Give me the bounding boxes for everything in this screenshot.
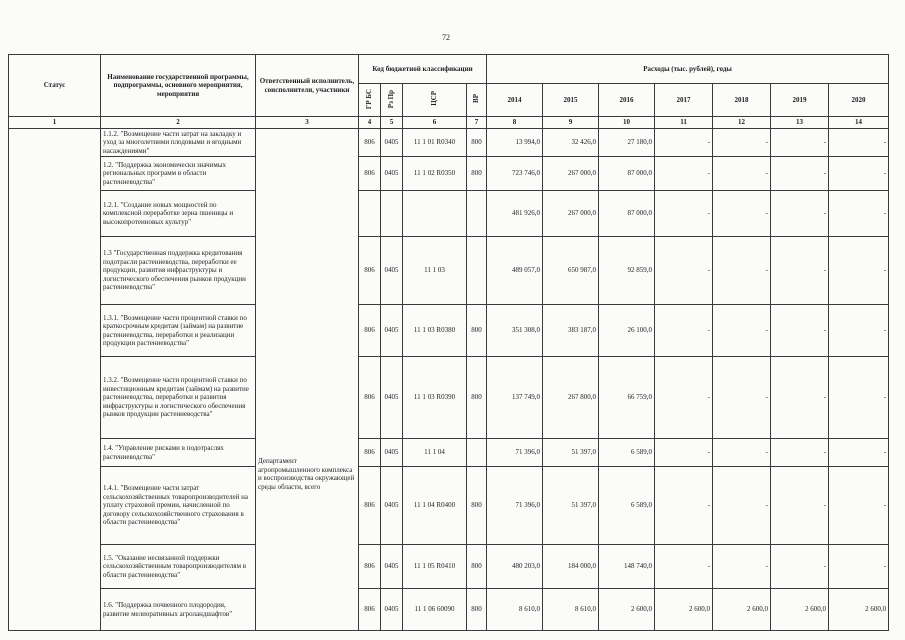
responsible-cell bbox=[256, 128, 359, 631]
cell-grbs: 806 bbox=[359, 467, 381, 545]
cell-csr: 11 1 05 R0410 bbox=[403, 545, 467, 589]
column-number: 13 bbox=[771, 117, 829, 129]
cell-grbs: 806 bbox=[359, 157, 381, 191]
column-number: 7 bbox=[467, 117, 487, 129]
row-name: 1.3.2. "Возмещение части процентной ставки по инвестиционным кредитам (займам) на развитие растениеводства, переработки и развития инфраструктуры и логистического обеспечения рынков продукции растениеводства" bbox=[101, 357, 256, 439]
table-row bbox=[9, 589, 889, 631]
cell-rzpr: 0405 bbox=[381, 467, 403, 545]
cell-vr: 800 bbox=[467, 157, 487, 191]
header-year-2020: 2020 bbox=[829, 84, 889, 117]
responsible-text: Департамент агропромышленного комплекса и воспроизводства окружающей среды области, всего bbox=[258, 457, 355, 491]
cell-2015: 267 000,0 bbox=[543, 191, 599, 237]
cell-2016: 26 100,0 bbox=[599, 305, 655, 357]
column-number: 12 bbox=[713, 117, 771, 129]
cell-2015: 267 000,0 bbox=[543, 157, 599, 191]
cell-2014: 351 308,0 bbox=[487, 305, 543, 357]
column-number: 9 bbox=[543, 117, 599, 129]
cell-grbs: 806 bbox=[359, 357, 381, 439]
cell-rzpr: 0405 bbox=[381, 157, 403, 191]
cell-2014: 71 396,0 bbox=[487, 439, 543, 467]
cell-2018: - bbox=[713, 157, 771, 191]
cell-2018: - bbox=[713, 545, 771, 589]
cell-2018: - bbox=[713, 357, 771, 439]
cell-2020: - bbox=[829, 157, 889, 191]
cell-2016: 6 589,0 bbox=[599, 439, 655, 467]
header-year-2014: 2014 bbox=[487, 84, 543, 117]
cell-2019: 2 600,0 bbox=[771, 589, 829, 631]
cell-vr: 800 bbox=[467, 128, 487, 157]
cell-2016: 66 759,0 bbox=[599, 357, 655, 439]
cell-2019: - bbox=[771, 237, 829, 305]
header-code-vr-label: ВР bbox=[472, 94, 481, 104]
cell-csr: 11 1 06 60090 bbox=[403, 589, 467, 631]
cell-csr: 11 1 03 bbox=[403, 237, 467, 305]
cell-2019: - bbox=[771, 467, 829, 545]
cell-2016: 87 000,0 bbox=[599, 157, 655, 191]
cell-2017: - bbox=[655, 305, 713, 357]
cell-vr bbox=[467, 237, 487, 305]
header-program-name: Наименование государственной программы, подпрограммы, основного мероприятия, мероприятия bbox=[101, 55, 256, 117]
cell-2014: 723 746,0 bbox=[487, 157, 543, 191]
cell-rzpr: 0405 bbox=[381, 589, 403, 631]
cell-rzpr bbox=[381, 191, 403, 237]
header-expenses: Расходы (тыс. рублей), годы bbox=[487, 55, 889, 84]
cell-2017: - bbox=[655, 237, 713, 305]
column-number: 8 bbox=[487, 117, 543, 129]
cell-2016: 87 000,0 bbox=[599, 191, 655, 237]
cell-2019: - bbox=[771, 439, 829, 467]
cell-rzpr: 0405 bbox=[381, 545, 403, 589]
cell-2019: - bbox=[771, 128, 829, 157]
cell-2015: 383 187,0 bbox=[543, 305, 599, 357]
cell-rzpr: 0405 bbox=[381, 439, 403, 467]
cell-2019: - bbox=[771, 545, 829, 589]
table-row bbox=[9, 237, 889, 305]
cell-2020: - bbox=[829, 467, 889, 545]
cell-2015: 650 987,0 bbox=[543, 237, 599, 305]
cell-2019: - bbox=[771, 305, 829, 357]
cell-2020: - bbox=[829, 357, 889, 439]
cell-2015: 267 800,0 bbox=[543, 357, 599, 439]
header-code-vr bbox=[467, 84, 487, 117]
cell-2016: 148 740,0 bbox=[599, 545, 655, 589]
column-number: 5 bbox=[381, 117, 403, 129]
table-row bbox=[9, 439, 889, 467]
cell-vr: 800 bbox=[467, 545, 487, 589]
cell-csr bbox=[403, 191, 467, 237]
cell-2014: 71 396,0 bbox=[487, 467, 543, 545]
cell-2018: - bbox=[713, 237, 771, 305]
table-row bbox=[9, 545, 889, 589]
header-code-grbs bbox=[359, 84, 381, 117]
cell-grbs bbox=[359, 191, 381, 237]
cell-2014: 8 610,0 bbox=[487, 589, 543, 631]
column-number: 10 bbox=[599, 117, 655, 129]
cell-rzpr: 0405 bbox=[381, 237, 403, 305]
header-code-grbs-label: ГР БС bbox=[365, 88, 374, 109]
cell-2015: 184 000,0 bbox=[543, 545, 599, 589]
row-name: 1.1.2. "Возмещение части затрат на закладку и уход за многолетними плодовыми и ягодными насаждениями" bbox=[101, 128, 256, 157]
row-name: 1.3.1. "Возмещение части процентной ставки по краткосрочным кредитам (займам) на развитие растениеводства, переработки и реализации продукции растениеводства" bbox=[101, 305, 256, 357]
cell-2020: - bbox=[829, 545, 889, 589]
row-name: 1.6. "Поддержка почвенного плодородия, развитие мелиоративных агроландшафтов" bbox=[101, 589, 256, 631]
cell-2017: 2 600,0 bbox=[655, 589, 713, 631]
cell-2018: - bbox=[713, 128, 771, 157]
cell-vr: 800 bbox=[467, 357, 487, 439]
cell-2016: 6 589,0 bbox=[599, 467, 655, 545]
header-budget-code: Код бюджетной классификации bbox=[359, 55, 487, 84]
cell-2019: - bbox=[771, 191, 829, 237]
cell-vr bbox=[467, 439, 487, 467]
cell-2017: - bbox=[655, 357, 713, 439]
cell-2017: - bbox=[655, 545, 713, 589]
cell-2014: 137 749,0 bbox=[487, 357, 543, 439]
table-row bbox=[9, 305, 889, 357]
status-cell bbox=[9, 128, 101, 631]
cell-2019: - bbox=[771, 357, 829, 439]
cell-grbs: 806 bbox=[359, 237, 381, 305]
row-name: 1.3 "Государственная поддержка кредитования подотрасли растениеводства, переработки ее продукции, развития инфраструктуры и логистического обеспечения рынков продукции растениеводства" bbox=[101, 237, 256, 305]
column-number: 3 bbox=[256, 117, 359, 129]
column-number: 6 bbox=[403, 117, 467, 129]
cell-vr bbox=[467, 191, 487, 237]
cell-2018: 2 600,0 bbox=[713, 589, 771, 631]
cell-grbs: 806 bbox=[359, 439, 381, 467]
cell-2015: 8 610,0 bbox=[543, 589, 599, 631]
cell-2014: 481 926,0 bbox=[487, 191, 543, 237]
header-status: Статус bbox=[9, 55, 101, 117]
cell-2015: 32 426,0 bbox=[543, 128, 599, 157]
cell-2020: - bbox=[829, 237, 889, 305]
cell-2014: 489 057,0 bbox=[487, 237, 543, 305]
cell-rzpr: 0405 bbox=[381, 305, 403, 357]
table-row bbox=[9, 467, 889, 545]
header-year-2017: 2017 bbox=[655, 84, 713, 117]
cell-2020: - bbox=[829, 439, 889, 467]
column-number: 14 bbox=[829, 117, 889, 129]
table-row bbox=[9, 128, 889, 157]
cell-2016: 2 600,0 bbox=[599, 589, 655, 631]
cell-2017: - bbox=[655, 191, 713, 237]
cell-2016: 92 859,0 bbox=[599, 237, 655, 305]
row-name: 1.2. "Поддержка экономически значимых региональных программ в области растениеводства" bbox=[101, 157, 256, 191]
cell-grbs: 806 bbox=[359, 128, 381, 157]
row-name: 1.2.1. "Создание новых мощностей по комплексной переработке зерна пшеницы и высокопротеиновых культур" bbox=[101, 191, 256, 237]
cell-vr: 800 bbox=[467, 467, 487, 545]
cell-2018: - bbox=[713, 439, 771, 467]
cell-grbs: 806 bbox=[359, 305, 381, 357]
cell-csr: 11 1 02 R0350 bbox=[403, 157, 467, 191]
header-code-csr bbox=[403, 84, 467, 117]
budget-table bbox=[8, 54, 889, 631]
header-year-2015: 2015 bbox=[543, 84, 599, 117]
column-number: 2 bbox=[101, 117, 256, 129]
cell-csr: 11 1 01 R0340 bbox=[403, 128, 467, 157]
cell-2020: - bbox=[829, 305, 889, 357]
cell-rzpr: 0405 bbox=[381, 128, 403, 157]
cell-2017: - bbox=[655, 439, 713, 467]
cell-vr: 800 bbox=[467, 589, 487, 631]
header-code-rzpr bbox=[381, 84, 403, 117]
cell-2020: - bbox=[829, 191, 889, 237]
cell-2020: 2 600,0 bbox=[829, 589, 889, 631]
row-name: 1.4.1. "Возмещение части затрат сельскохозяйственных товаропроизводителей на уплату страховой премии, начисленной по договору сельскохозяйственного страхования в области растениеводства" bbox=[101, 467, 256, 545]
header-code-csr-label: ЦСР bbox=[430, 91, 439, 107]
cell-2017: - bbox=[655, 467, 713, 545]
cell-csr: 11 1 03 R0380 bbox=[403, 305, 467, 357]
cell-2014: 13 994,0 bbox=[487, 128, 543, 157]
row-name: 1.5. "Оказание несвязанной поддержки сельскохозяйственным товаропроизводителям в области растениеводства" bbox=[101, 545, 256, 589]
page-number: 72 bbox=[442, 33, 450, 42]
cell-grbs: 806 bbox=[359, 545, 381, 589]
table-row bbox=[9, 191, 889, 237]
cell-2014: 480 203,0 bbox=[487, 545, 543, 589]
cell-2019: - bbox=[771, 157, 829, 191]
column-number-row bbox=[9, 117, 889, 129]
header-year-2016: 2016 bbox=[599, 84, 655, 117]
cell-rzpr: 0405 bbox=[381, 357, 403, 439]
column-number: 1 bbox=[9, 117, 101, 129]
cell-vr: 800 bbox=[467, 305, 487, 357]
header-year-2018: 2018 bbox=[713, 84, 771, 117]
cell-2015: 51 397,0 bbox=[543, 467, 599, 545]
table-row bbox=[9, 157, 889, 191]
column-number: 11 bbox=[655, 117, 713, 129]
row-name: 1.4. "Управление рисками в подотраслях растениеводства" bbox=[101, 439, 256, 467]
cell-csr: 11 1 04 bbox=[403, 439, 467, 467]
cell-2018: - bbox=[713, 305, 771, 357]
cell-2018: - bbox=[713, 191, 771, 237]
cell-2018: - bbox=[713, 467, 771, 545]
header-responsible: Ответственный исполнитель, соисполнители, участники bbox=[256, 55, 359, 117]
cell-2016: 27 180,0 bbox=[599, 128, 655, 157]
cell-2017: - bbox=[655, 157, 713, 191]
cell-grbs: 806 bbox=[359, 589, 381, 631]
cell-csr: 11 1 03 R0390 bbox=[403, 357, 467, 439]
table-row bbox=[9, 357, 889, 439]
cell-2015: 51 397,0 bbox=[543, 439, 599, 467]
cell-csr: 11 1 04 R0400 bbox=[403, 467, 467, 545]
cell-2017: - bbox=[655, 128, 713, 157]
cell-2020: - bbox=[829, 128, 889, 157]
header-year-2019: 2019 bbox=[771, 84, 829, 117]
column-number: 4 bbox=[359, 117, 381, 129]
header-code-rzpr-label: Рз Пр bbox=[387, 89, 396, 108]
